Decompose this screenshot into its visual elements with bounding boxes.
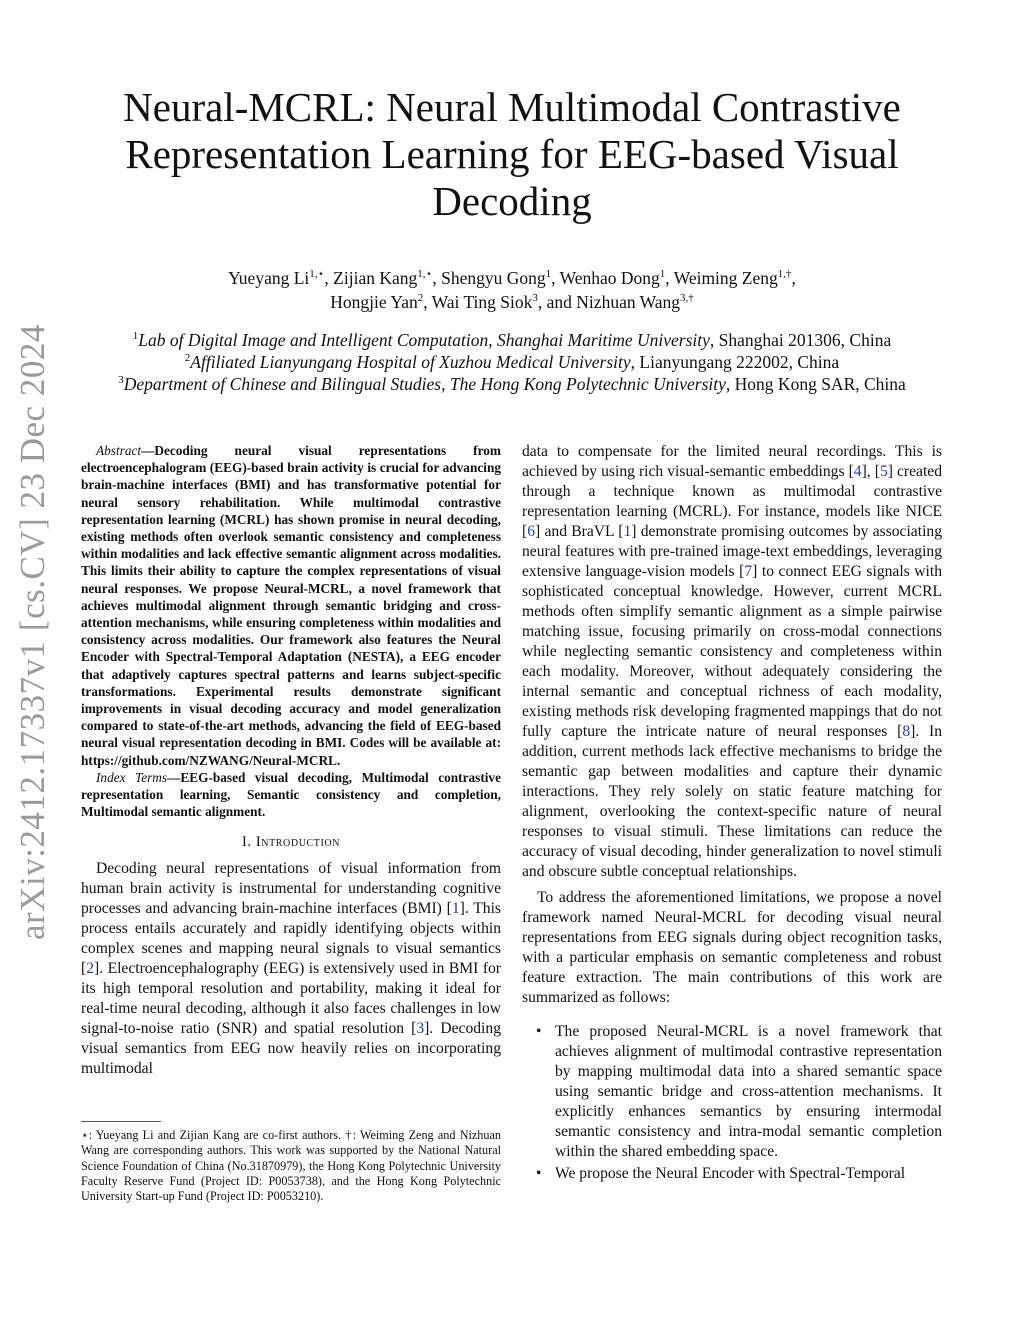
citation-link[interactable]: 7 <box>744 563 753 580</box>
affiliation-location: , Lianyungang 222002, China <box>630 352 840 372</box>
affiliation <box>70 373 954 395</box>
affiliation-institution: Lab of Digital Image and Intelligent Computation, Shanghai Maritime University <box>138 330 710 350</box>
bullet-icon: • <box>536 1023 542 1040</box>
abstract-text: —Decoding neural visual representations from electroencephalogram (EEG)-based brain activity is crucial for advancing brain-machine interfaces (BMI) and has transformative potential for neural sensory rehabilitation. While multimodal contrastive representation learning (MCRL) has shown promise in neural decoding, existing methods often overlook semantic consistency and completeness within modalities and lack effective semantic alignment across modalities. This limits their ability to capture the complex representations of visual neural responses. We propose Neural-MCRL, a novel framework that achieves multimodal alignment through semantic bridging and cross-attention mechanisms, while ensuring completeness within modalities and consistency across modalities. Our framework also features the Neural Encoder with Spectral-Temporal Adaptation (NESTA), a EEG encoder that adaptively captures spectral patterns and learns subject-specific transformations. Experimental results demonstrate significant improvements in visual decoding accuracy and model generalization compared to state-of-the-art methods, advancing the field of EEG-based neural visual representation decoding in BMI. Codes will be available at: https://github.com/NZWANG/Neural-MCRL. <box>81 443 501 768</box>
author-name: Wai Ting Siok <box>431 292 533 312</box>
author-affiliation-mark: 1,† <box>777 268 792 281</box>
contribution-list <box>522 1022 942 1184</box>
intro-paragraph-1: Decoding neural representations of visual information from human brain activity is instrumental for understanding cognitive processes and advancing brain-machine interfaces (BMI) [1]. This process entails accurately and rapidly identifying objects within complex scenes and mapping neural signals to visual semantics [2]. Electroencephalography (EEG) is extensively used in BMI for its high temporal resolution and portability, making it ideal for real-time neural decoding, although it also faces challenges in low signal-to-noise ratio (SNR) and spatial resolution [3]. Decoding visual semantics from EEG now heavily relies on incorporating multimodal <box>81 860 501 1078</box>
abstract <box>81 442 501 769</box>
citation-link[interactable]: 4 <box>853 463 862 480</box>
affiliation-location: , Shanghai 201306, China <box>709 330 892 350</box>
contribution-text: We propose the Neural Encoder with Spectral-Temporal <box>555 1165 906 1182</box>
affiliation-number: 2 <box>184 352 191 365</box>
right-paragraph-2: To address the aforementioned limitations, we propose a novel framework named Neural-MCRL for decoding visual neural representations from EEG signals during object recognition tasks, with a particular emphasis on semantic completeness and robust feature extraction. The main contributions of this work are summarized as follows: <box>522 889 942 1006</box>
right-paragraph-1: data to compensate for the limited neural recordings. This is achieved by using rich visual-semantic embeddings [4], [5] created through a technique known as multimodal contrastive representation learning (MCRL). For instance, models like NICE [6] and BraVL [1] demonstrate promising outcomes by associating neural features with pre-trained image-text embeddings, leveraging extensive language-vision models [7] to connect EEG signals with sophisticated conceptual knowledge. However, current MCRL methods often simplify semantic alignment as a simple pairwise matching issue, focusing primarily on cross-modal connections while neglecting semantic consistency and completeness within each modality. Moreover, without adequately considering the internal semantic and conceptual richness of each modality, existing methods risk developing fragmented mappings that do not fully capture the intricate nature of neural responses [8]. In addition, current methods lack effective mechanisms to bridge the semantic gap between modalities and capture their dynamic interactions. They rely solely on static feature matching for alignment, overlooking the context-specific nature of neural responses to visual stimuli. These limitations can reduce the accuracy of visual decoding, hinder generalization to novel stimuli and obscure subtle conceptual relationships. <box>522 443 942 880</box>
right-column <box>522 442 942 1186</box>
footnote-divider <box>81 1121 161 1122</box>
author-affiliation-mark: 2 <box>417 292 424 305</box>
bullet-icon: • <box>536 1165 542 1182</box>
author-affiliation-mark: 1,⋆ <box>309 268 325 281</box>
affiliation-institution: Affiliated Lianyungang Hospital of Xuzhou Medical University <box>190 352 631 372</box>
affiliation-location: , Hong Kong SAR, China <box>725 374 906 394</box>
citation-link[interactable]: 6 <box>527 523 535 540</box>
contribution-item <box>522 1022 942 1162</box>
author-name: Yueyang Li <box>228 268 310 288</box>
author-affiliation-mark: 3 <box>532 292 538 305</box>
index-terms-text: —EEG-based visual decoding, Multimodal contrastive representation learning, Semantic consistency and completion, Multimodal semantic alignment. <box>81 769 501 820</box>
footnote: ⋆: Yueyang Li and Zijian Kang are co-first authors. †: Weiming Zeng and Nizhuan Wang are corresponding authors. This work was supported by the National Natural Science Foundation of China (No.31870979), the Hong Kong Polytechnic University Faculty Reserve Fund (Project ID: P0053738), and the Hong Kong Polytechnic University Start-up Fund (Project ID: P0053210). <box>81 1128 501 1204</box>
affiliation-number: 1 <box>132 330 139 343</box>
author-line-2: Hongjie Yan$^2$, Wai Ting Siok$^3$, and Nizhuan Wang$^{3,\dagger}$ <box>330 292 694 312</box>
abstract-lead: Abstract <box>96 443 142 458</box>
author-affiliation-mark: 1 <box>545 268 552 281</box>
author-line-1: Yueyang $Li^{1,⋆}$, Zijian Kang$^{1,⋆}$, Shengyu Gong$^1$, Wenhao Dong$^1$, Weiming Zeng$^{1,\dagger}$, <box>228 268 796 288</box>
paper-title: Neural-MCRL: Neural Multimodal Contrastive Representation Learning for EEG-based Visual Decoding <box>123 84 901 224</box>
affiliation-list <box>70 329 954 395</box>
affiliation-institution: Department of Chinese and Bilingual Studies, The Hong Kong Polytechnic University <box>123 374 726 394</box>
arxiv-identifier: arXiv:2412.17337v1 [cs.CV] 23 Dec 2024 <box>13 324 52 940</box>
author-affiliation-mark: 1,⋆ <box>417 268 433 281</box>
index-terms <box>81 769 501 821</box>
index-terms-lead: Index Terms <box>96 769 168 785</box>
citation-link[interactable]: 1 <box>623 523 632 540</box>
contribution-text: The proposed Neural-MCRL is a novel framework that achieves alignment of multimodal contrastive representation by mapping multimodal data into a shared semantic space using semantic bridge and cross-attention mechanisms. It explicitly enhances semantics by ensuring intermodal semantic consistency and intra-modal semantic completion within the shared embedding space. <box>555 1023 942 1160</box>
left-column <box>81 442 501 1079</box>
author-name: Wenhao Dong <box>559 268 660 288</box>
author-name: Hongjie Yan <box>330 292 418 312</box>
author-name: Weiming Zeng <box>673 268 778 288</box>
section-heading-introduction: I. Introduction <box>241 834 341 851</box>
affiliation-number: 3 <box>118 374 124 387</box>
citation-link[interactable]: 5 <box>879 463 888 480</box>
author-name: Nizhuan Wang <box>576 292 681 312</box>
author-name: Shengyu Gong <box>441 268 546 288</box>
affiliation <box>70 351 954 373</box>
citation-link[interactable]: 1 <box>451 900 460 918</box>
contribution-item <box>522 1164 942 1184</box>
author-affiliation-mark: 1 <box>659 268 666 281</box>
citation-link[interactable]: 2 <box>86 960 94 978</box>
author-name: Zijian Kang <box>333 268 418 288</box>
citation-link[interactable]: 8 <box>902 723 911 740</box>
author-affiliation-mark: 3,† <box>680 292 694 305</box>
citation-link[interactable]: 3 <box>416 1020 425 1038</box>
author-list <box>100 266 924 314</box>
affiliation <box>70 329 954 351</box>
